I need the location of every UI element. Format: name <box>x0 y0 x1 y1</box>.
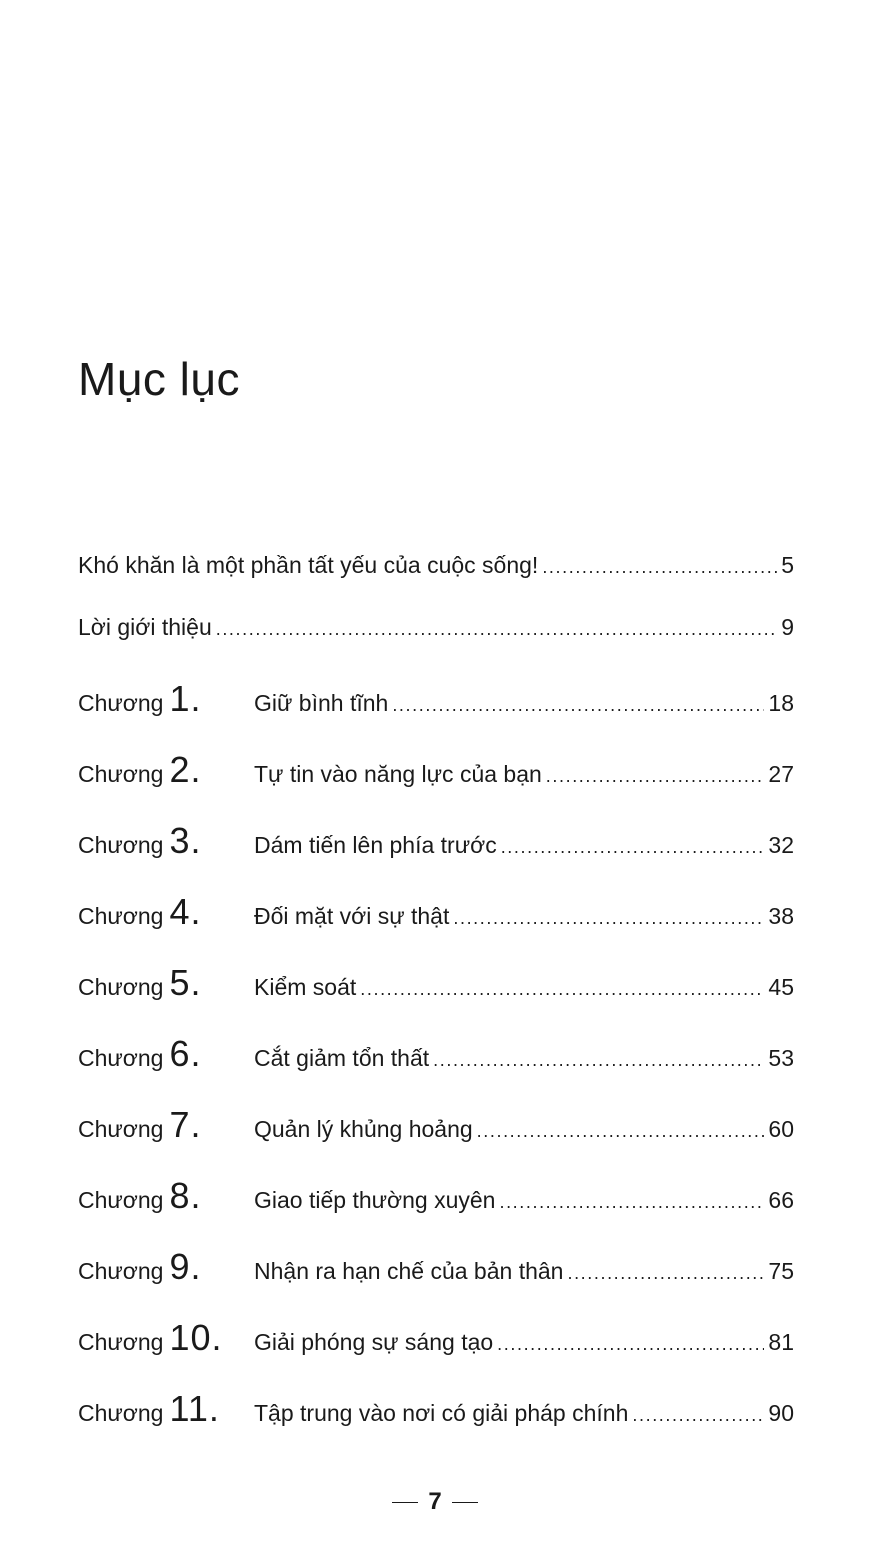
dot-leader <box>499 1192 764 1213</box>
entry-title: Đối mặt với sự thật <box>254 903 450 929</box>
entry-title: Nhận ra hạn chế của bản thân <box>254 1258 564 1284</box>
page-number: 75 <box>768 1258 794 1284</box>
chapter-number: 10. <box>169 1317 223 1358</box>
chapter-label <box>78 1175 254 1217</box>
folio-number: 7 <box>428 1488 442 1515</box>
page-number: 53 <box>768 1045 794 1071</box>
chapter-label <box>78 1246 254 1288</box>
entry-title: Kiểm soát <box>254 974 357 1000</box>
entry-title: Khó khăn là một phần tất yếu của cuộc sống! <box>78 552 539 578</box>
toc-entry-chapter-4[interactable] <box>78 891 794 931</box>
chapter-label <box>78 749 254 791</box>
dot-leader <box>433 1050 764 1071</box>
entry-title: Giải phóng sự sáng tạo <box>254 1329 494 1355</box>
chapter-number: 4. <box>169 891 202 932</box>
toc-entry-chapter-10[interactable] <box>78 1317 794 1357</box>
chapter-word: Chương <box>78 832 164 858</box>
entry-title: Cắt giảm tổn thất <box>254 1045 430 1071</box>
dot-leader <box>477 1121 765 1142</box>
dot-leader <box>567 1263 764 1284</box>
folio-dash-left <box>392 1502 418 1503</box>
chapter-label <box>78 1388 254 1430</box>
entry-title: Lời giới thiệu <box>78 614 212 640</box>
dot-leader <box>453 908 764 929</box>
page-number: 9 <box>781 614 794 640</box>
chapter-label <box>78 678 254 720</box>
dot-leader <box>501 837 765 858</box>
toc-entry-chapter-8[interactable] <box>78 1175 794 1215</box>
page-folio <box>0 1488 870 1516</box>
dot-leader <box>360 979 764 1000</box>
entry-title: Quản lý khủng hoảng <box>254 1116 473 1142</box>
page-number: 60 <box>768 1116 794 1142</box>
chapter-label <box>78 820 254 862</box>
chapter-number: 3. <box>169 820 202 861</box>
chapter-label <box>78 962 254 1004</box>
toc-entry-chapter-6[interactable] <box>78 1033 794 1073</box>
page-number: 66 <box>768 1187 794 1213</box>
entry-title: Giao tiếp thường xuyên <box>254 1187 496 1213</box>
page-number: 38 <box>768 903 794 929</box>
chapter-word: Chương <box>78 903 164 929</box>
chapter-number: 5. <box>169 962 202 1003</box>
dot-leader <box>632 1405 764 1426</box>
dot-leader <box>546 766 765 787</box>
chapter-label <box>78 1033 254 1075</box>
entry-title: Tự tin vào năng lực của bạn <box>254 761 542 787</box>
chapter-label <box>78 1317 254 1359</box>
chapter-number: 8. <box>169 1175 202 1216</box>
chapter-word: Chương <box>78 1329 164 1355</box>
chapter-word: Chương <box>78 1116 164 1142</box>
chapter-number: 11. <box>169 1388 220 1429</box>
folio-dash-right <box>452 1502 478 1503</box>
entry-title: Giữ bình tĩnh <box>254 690 389 716</box>
toc-entry-chapter-1[interactable] <box>78 678 794 718</box>
chapter-number: 7. <box>169 1104 202 1145</box>
chapter-word: Chương <box>78 1187 164 1213</box>
chapter-number: 6. <box>169 1033 202 1074</box>
page-number: 90 <box>768 1400 794 1426</box>
dot-leader <box>497 1334 764 1355</box>
chapter-label <box>78 891 254 933</box>
chapter-word: Chương <box>78 761 164 787</box>
page-number: 32 <box>768 832 794 858</box>
toc-entry-chapter-3[interactable] <box>78 820 794 860</box>
chapter-word: Chương <box>78 1045 164 1071</box>
chapter-label <box>78 1104 254 1146</box>
toc-entry-chapter-7[interactable] <box>78 1104 794 1144</box>
dot-leader <box>542 557 777 578</box>
dot-leader <box>392 695 764 716</box>
entry-title: Tập trung vào nơi có giải pháp chính <box>254 1400 629 1426</box>
page-title: Mục lục <box>78 353 240 405</box>
chapter-number: 1. <box>169 678 202 719</box>
chapter-number: 2. <box>169 749 202 790</box>
chapter-word: Chương <box>78 690 164 716</box>
entry-title: Dám tiến lên phía trước <box>254 832 497 858</box>
page-number: 5 <box>781 552 794 578</box>
chapter-word: Chương <box>78 1400 164 1426</box>
chapter-word: Chương <box>78 974 164 1000</box>
toc-entry-chapter-9[interactable] <box>78 1246 794 1286</box>
dot-leader <box>216 619 777 640</box>
toc-entry-chapter-2[interactable] <box>78 749 794 789</box>
page-number: 81 <box>768 1329 794 1355</box>
toc-entry-introduction[interactable] <box>78 614 794 654</box>
chapter-word: Chương <box>78 1258 164 1284</box>
chapter-number: 9. <box>169 1246 202 1287</box>
page-number: 18 <box>768 690 794 716</box>
toc-entry-chapter-11[interactable] <box>78 1388 794 1428</box>
toc-entry-foreword[interactable] <box>78 552 794 592</box>
page-number: 45 <box>768 974 794 1000</box>
page-number: 27 <box>768 761 794 787</box>
toc-entry-chapter-5[interactable] <box>78 962 794 1002</box>
